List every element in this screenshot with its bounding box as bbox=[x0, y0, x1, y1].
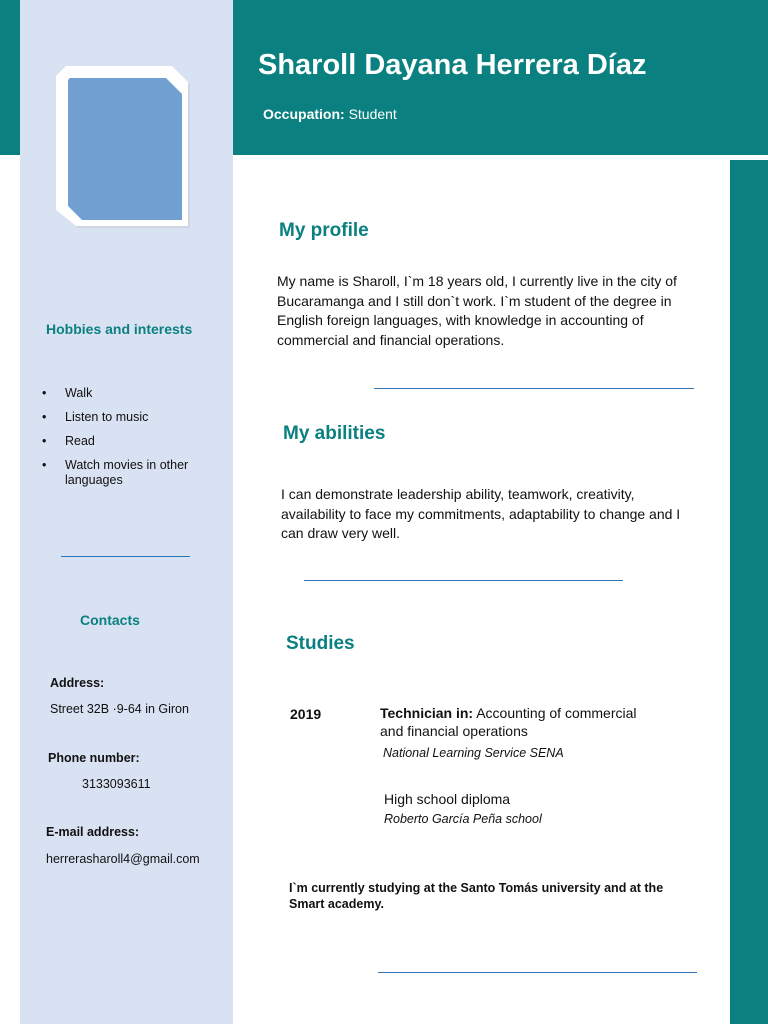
address-value: Street 32B ·9-64 in Giron bbox=[50, 702, 189, 716]
profile-title: My profile bbox=[279, 220, 369, 241]
abilities-text: I can demonstrate leadership ability, teamwork, creativity, availability to face my commitments, adaptability to change and I can draw very well. bbox=[281, 486, 681, 541]
divider bbox=[304, 580, 623, 581]
study-year: 2019 bbox=[290, 706, 322, 722]
divider bbox=[61, 556, 190, 557]
contacts-title: Contacts bbox=[80, 612, 140, 628]
hobbies-list bbox=[36, 386, 226, 497]
email-label: E-mail address: bbox=[46, 825, 140, 839]
left-accent-bar bbox=[0, 0, 20, 155]
technician-institution: National Learning Service SENA bbox=[383, 746, 564, 760]
profile-photo-placeholder bbox=[56, 66, 192, 231]
phone-label: Phone number: bbox=[48, 751, 140, 765]
list-item: • Watch movies in other languages bbox=[42, 458, 189, 487]
occupation-label: Occupation: bbox=[263, 106, 345, 122]
list-item: • Read bbox=[42, 434, 95, 448]
email-value: herrerasharoll4@gmail.com bbox=[46, 852, 200, 866]
hobbies-title: Hobbies and interests bbox=[46, 321, 193, 337]
diploma-institution: Roberto García Peña school bbox=[384, 812, 542, 826]
occupation bbox=[263, 106, 397, 122]
list-item: • Listen to music bbox=[42, 410, 149, 424]
abilities-title: My abilities bbox=[283, 423, 386, 444]
phone-value: 3133093611 bbox=[82, 777, 151, 791]
profile-text: My name is Sharoll, I`m 18 years old, I currently live in the city of Bucaramanga and I still don`t work. I`m student of the degree in English foreign languages, with knowledge in accounting of commercial and financial operations. bbox=[277, 273, 677, 348]
person-name: Sharoll Dayana Herrera Díaz bbox=[258, 49, 647, 81]
technician-value: Accounting of commercial and financial operations bbox=[380, 705, 637, 739]
technician-label: Technician in: bbox=[380, 705, 474, 721]
right-accent-bar bbox=[730, 160, 768, 1024]
studies-title: Studies bbox=[286, 633, 355, 654]
current-studies-note: I`m currently studying at the Santo Tomás university and at the Smart academy. bbox=[289, 881, 664, 911]
occupation-value: Student bbox=[348, 106, 397, 122]
technician-title bbox=[380, 704, 650, 740]
divider bbox=[374, 388, 694, 389]
divider bbox=[378, 972, 697, 973]
list-item: • Walk bbox=[42, 386, 93, 400]
diploma-title: High school diploma bbox=[384, 791, 511, 807]
address-label: Address: bbox=[50, 676, 105, 690]
